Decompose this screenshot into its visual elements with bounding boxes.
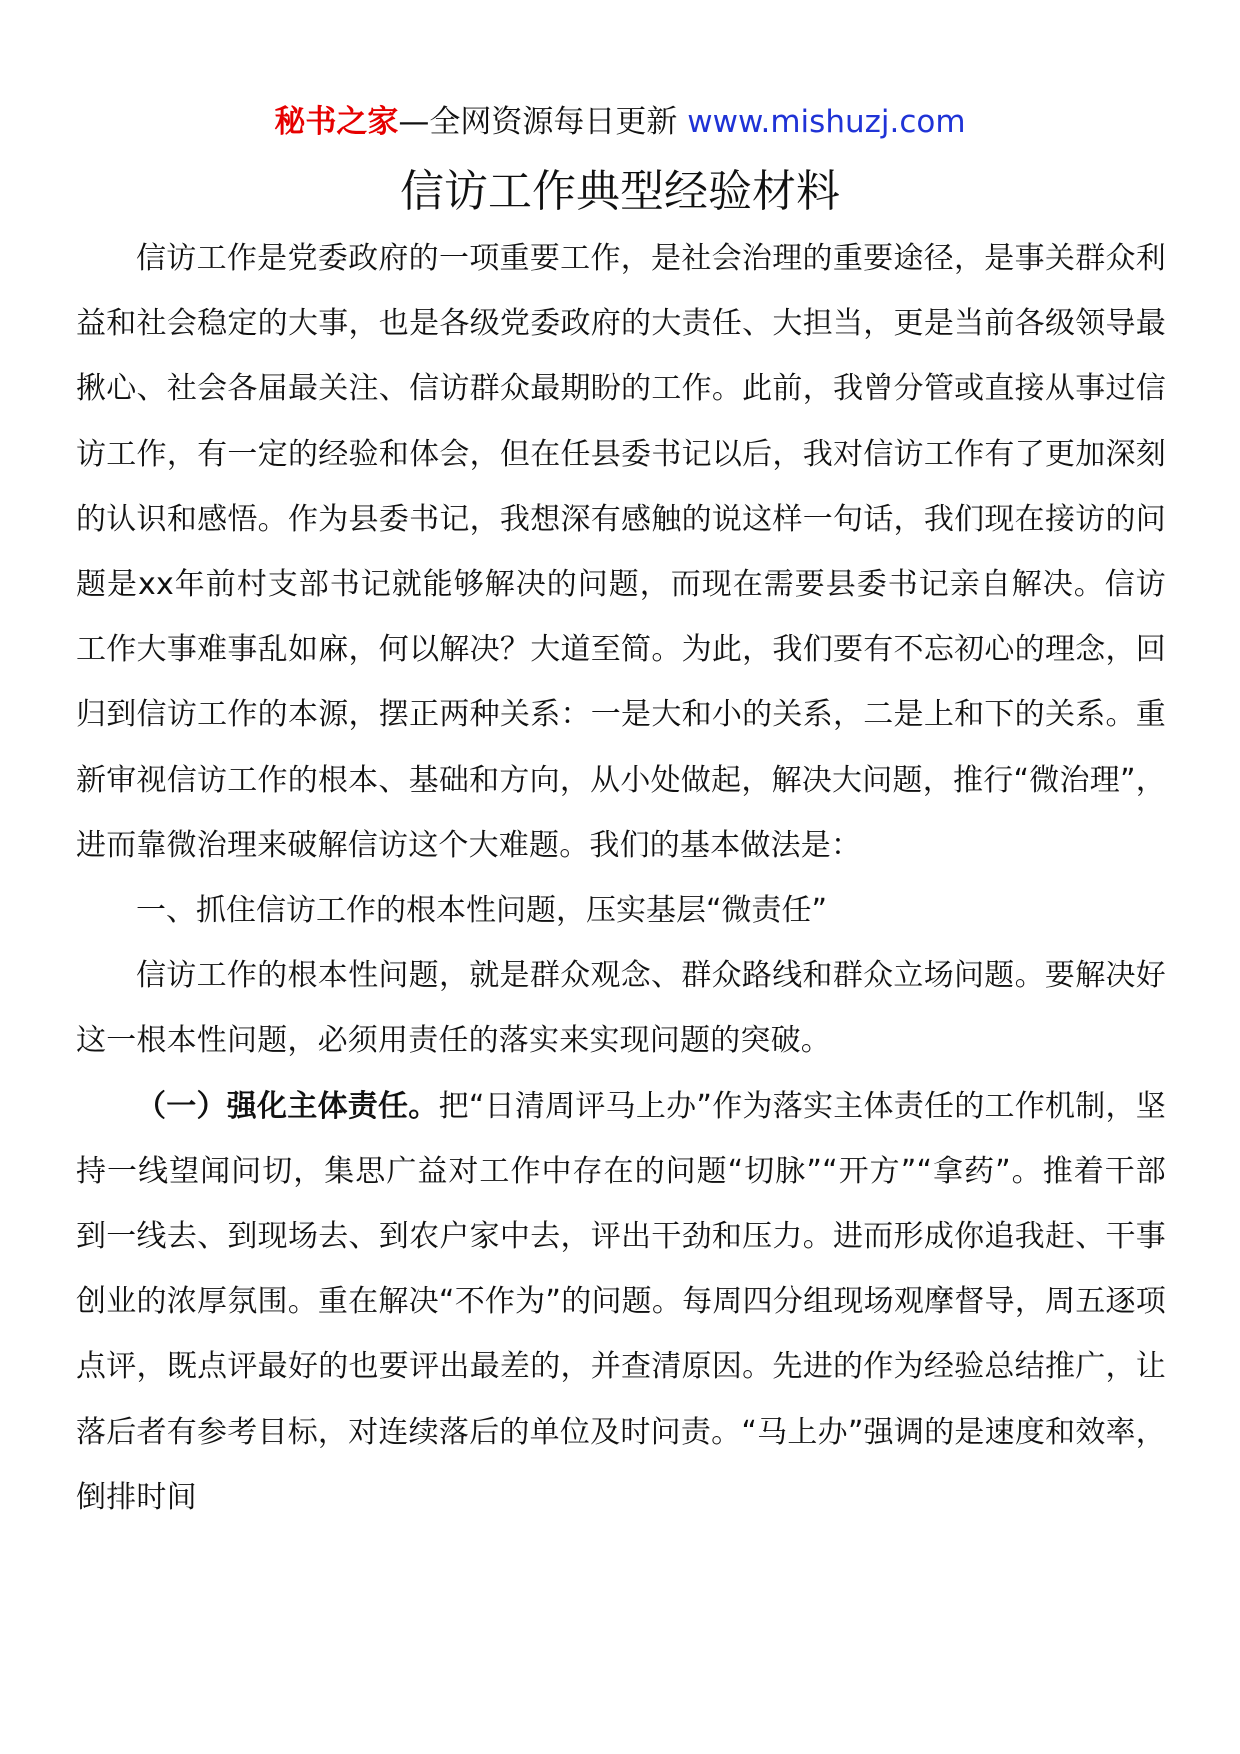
site-brand: 秘书之家 (274, 104, 399, 140)
intro-paragraph: 信访工作是党委政府的一项重要工作，是社会治理的重要途径，是事关群众利益和社会稳定的大事，也是各级党委政府的大责任、大担当，更是当前各级领导最揪心、社会各届最关注、信访群众最期盼的工作。此前，我曾分管或直接从事过信访工作，有一定的经验和体会，但在任县委书记以后，我对信访工作有了更加深刻的认识和感悟。作为县委书记，我想深有感触的说这样一句话，我们现在接访的问题是xx年前村支部书记就能够解决的问题，而现在需要县委书记亲自解决。信访工作大事难事乱如麻，何以解决？大道至简。为此，我们要有不忘初心的理念，回归到信访工作的本源，摆正两种关系：一是大和小的关系，二是上和下的关系。重新审视信访工作的根本、基础和方向，从小处做起，解决大问题，推行“微治理”，进而靠微治理来破解信访这个大难题。我们的基本做法是： (76, 241, 1166, 863)
site-url-link[interactable]: www.mishuzj.com (687, 104, 966, 140)
subsection-paragraph (76, 1074, 1166, 1530)
site-header (0, 100, 1240, 144)
subsection-heading: （一）强化主体责任。 (136, 1088, 439, 1124)
section-intro-paragraph: 信访工作的根本性问题，就是群众观念、群众路线和群众立场问题。要解决好这一根本性问题，必须用责任的落实来实现问题的突破。 (76, 958, 1166, 1059)
subsection-body: 把“日清周评马上办”作为落实主体责任的工作机制，坚持一线望闻问切，集思广益对工作中存在的问题“切脉”“开方”“拿药”。推着干部到一线去、到现场去、到农户家中去，评出干劲和压力。进而形成你追我赶、干事创业的浓厚氛围。重在解决“不作为”的问题。每周四分组现场观摩督导，周五逐项点评，既点评最好的也要评出最差的，并查清原因。先进的作为经验总结推广，让落后者有参考目标，对连续落后的单位及时问责。“马上办”强调的是速度和效率，倒排时间 (76, 1088, 1166, 1515)
site-tagline: —全网资源每日更新 (398, 104, 688, 140)
document-title: 信访工作典型经验材料 (400, 166, 840, 217)
section-heading: 一、抓住信访工作的根本性问题，压实基层“微责任” (136, 893, 828, 929)
document-body (76, 226, 1166, 1530)
